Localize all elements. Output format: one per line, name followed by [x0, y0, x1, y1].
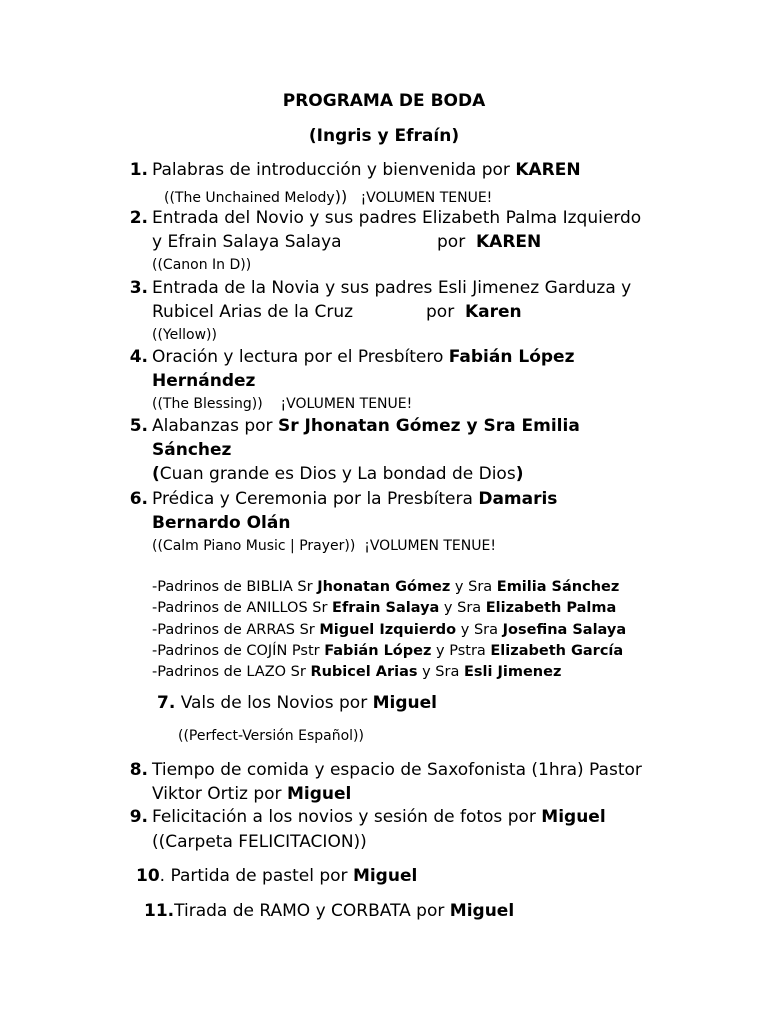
item-number-3: 3.: [129, 278, 148, 298]
item-1-song: [164, 187, 492, 206]
item-4-presenter-last: Hernández: [152, 371, 256, 391]
item-1-description: Palabras de introducción y bienvenida por: [152, 160, 516, 180]
padrino-name: Rubicel Arias: [310, 664, 418, 680]
padrinos-row: [152, 579, 619, 595]
padrino-name: Miguel Izquierdo: [319, 622, 457, 638]
padrinos-role: -Padrinos de BIBLIA Sr: [152, 579, 318, 595]
item-7-line: [157, 693, 437, 713]
item-number-8: 8.: [129, 760, 148, 780]
item-2-line-2: y Efrain Salaya Salaya: [152, 232, 342, 252]
item-3-line-1: Entrada de la Novia y sus padres Esli Jimenez Garduza y: [152, 278, 632, 298]
madrina-name: Emilia Sánchez: [496, 579, 620, 595]
item-6-description: Prédica y Ceremonia por la Presbítera: [152, 489, 479, 509]
item-9-line-1: [152, 807, 606, 827]
item-number-5: 5.: [129, 416, 148, 436]
padrinos-row: [152, 622, 626, 638]
item-3-presenter: [426, 302, 522, 322]
item-4-line-1: [152, 347, 574, 367]
madrina-name: Elizabeth Palma: [485, 600, 617, 616]
item-2-presenter: [437, 232, 541, 252]
item-7-presenter: Miguel: [372, 693, 437, 713]
padrinos-connector: y Sra: [450, 579, 497, 595]
item-number-9: 9.: [129, 807, 148, 827]
padrinos-role: -Padrinos de LAZO Sr: [152, 664, 311, 680]
item-3-line-2: Rubicel Arias de la Cruz: [152, 302, 354, 322]
item-8-line-2: [152, 784, 351, 804]
item-2-song: ((Canon In D)): [152, 257, 252, 273]
item-number-10: 10: [136, 866, 160, 886]
item-6-volume-note: ¡VOLUMEN TENUE!: [364, 538, 496, 554]
item-5-line-2: [152, 440, 231, 460]
padrinos-connector: y Pstra: [431, 643, 491, 659]
item-1-song-title: ((The Unchained Melody: [164, 190, 335, 206]
padrinos-connector: y Sra: [456, 622, 503, 638]
madrina-name: Elizabeth García: [490, 643, 624, 659]
item-5-song-list: Cuan grande es Dios y La bondad de Dios: [159, 464, 516, 484]
padrinos-row: [152, 600, 616, 616]
item-4-presenter-first: Fabián López: [448, 347, 575, 367]
item-9-description: Felicitación a los novios y sesión de fotos por: [152, 807, 542, 827]
item-3-song: ((Yellow)): [152, 327, 217, 343]
madrina-name: Esli Jimenez: [463, 664, 562, 680]
document-title: PROGRAMA DE BODA: [282, 91, 486, 111]
item-1-text: [152, 160, 581, 180]
item-8-presenter: Miguel: [286, 784, 352, 804]
item-number-2: 2.: [129, 208, 148, 228]
item-9-presenter: Miguel: [541, 807, 606, 827]
item-1-song-close: )): [334, 187, 348, 206]
item-10-line: [136, 866, 417, 886]
padrinos-connector: y Sra: [417, 664, 464, 680]
item-number-1: 1.: [129, 160, 148, 180]
padrinos-role: -Padrinos de ANILLOS Sr: [152, 600, 333, 616]
item-number-6: 6.: [129, 489, 148, 509]
item-2-por: por: [437, 232, 466, 252]
item-7-description: Vals de los Novios por: [180, 693, 373, 713]
item-7-song: ((Perfect-Versión Español)): [178, 728, 364, 744]
item-6-line-2: [152, 513, 290, 533]
padrino-name: Jhonatan Gómez: [317, 579, 451, 595]
item-1-presenter: KAREN: [515, 160, 581, 180]
item-11-line: [144, 901, 514, 921]
item-6-presenter-first: Damaris: [478, 489, 558, 509]
item-8-description: Viktor Ortiz por: [152, 784, 287, 804]
item-10-description: . Partida de pastel por: [159, 866, 353, 886]
item-10-presenter: Miguel: [352, 866, 418, 886]
item-6-line-1: [152, 489, 557, 509]
item-2-line-1: Entrada del Novio y sus padres Elizabeth Palma Izquierdo: [152, 208, 642, 228]
item-5-line-1: [152, 416, 580, 436]
item-4-song: [152, 396, 412, 412]
item-5-songs: [152, 464, 523, 484]
item-4-line-2: [152, 371, 255, 391]
item-number-11: 11.: [144, 901, 175, 921]
item-3-presenter-name: Karen: [465, 302, 522, 322]
item-5-open-paren: (: [152, 464, 160, 484]
document-subtitle: (Ingris y Efraín): [308, 126, 460, 146]
item-1-volume-note: ¡VOLUMEN TENUE!: [360, 190, 493, 206]
item-number-7: 7.: [157, 693, 176, 713]
item-6-song: [152, 538, 496, 554]
padrinos-connector: y Sra: [439, 600, 486, 616]
padrinos-row: [152, 664, 561, 680]
padrino-name: Fabián López: [324, 643, 432, 659]
item-11-description: Tirada de RAMO y CORBATA por: [174, 901, 450, 921]
item-2-presenter-name: KAREN: [476, 232, 542, 252]
item-6-song-title: ((Calm Piano Music | Prayer)): [152, 538, 356, 554]
item-number-4: 4.: [129, 347, 148, 367]
item-4-description: Oración y lectura por el Presbítero: [152, 347, 449, 367]
padrinos-row: [152, 643, 623, 659]
item-9-folder: ((Carpeta FELICITACION)): [152, 832, 367, 852]
padrinos-role: -Padrinos de ARRAS Sr: [152, 622, 320, 638]
item-8-line-1: Tiempo de comida y espacio de Saxofonista (1hra) Pastor: [152, 760, 642, 780]
padrinos-role: -Padrinos de COJÍN Pstr: [152, 643, 325, 659]
item-5-presenters: Sr Jhonatan Gómez y Sra Emilia: [277, 416, 580, 436]
item-4-song-title: ((The Blessing)): [152, 396, 263, 412]
item-6-presenter-last: Bernardo Olán: [152, 513, 291, 533]
item-11-presenter: Miguel: [449, 901, 515, 921]
item-5-close-paren: ): [515, 464, 524, 484]
item-4-volume-note: ¡VOLUMEN TENUE!: [280, 396, 413, 412]
item-3-por: por: [426, 302, 455, 322]
padrino-name: Efrain Salaya: [332, 600, 440, 616]
madrina-name: Josefina Salaya: [502, 622, 627, 638]
item-5-description: Alabanzas por: [152, 416, 278, 436]
item-5-presenters-last: Sánchez: [152, 440, 232, 460]
